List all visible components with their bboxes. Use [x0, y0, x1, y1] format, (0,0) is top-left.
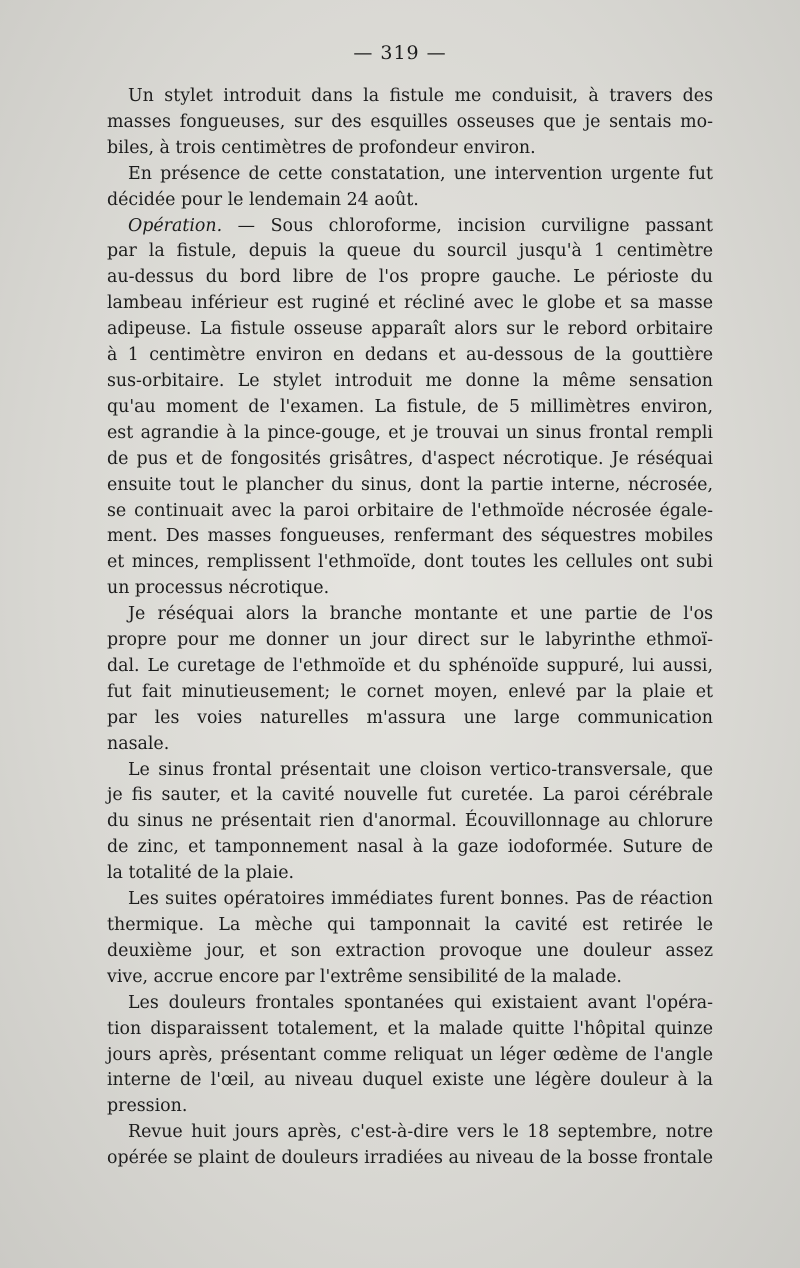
text-line: lambeau inférieur est ruginé et récliné avec le globe et sa masse: [107, 293, 713, 314]
text-line: masses fongueuses, sur des esquilles osseuses que je sentais mo-: [107, 111, 713, 132]
text-line: [107, 214, 713, 240]
paragraph: [107, 991, 713, 1121]
text-line: ment. Des masses fongueuses, renfermant des séquestres mobiles: [107, 526, 713, 547]
text-line: un processus nécrotique.: [107, 578, 330, 599]
line-text: — Sous chloroforme, incision curviligne passant: [222, 215, 713, 236]
text-line: Les douleurs frontales spontanées qui existaient avant l'opéra-: [128, 992, 713, 1013]
text-line: Les suites opératoires immédiates furent bonnes. Pas de réaction: [128, 889, 713, 910]
text-line: fut fait minutieusement; le cornet moyen, enlevé par la plaie et: [107, 681, 713, 702]
text-line: qu'au moment de l'examen. La fistule, de 5 millimètres environ,: [107, 396, 713, 417]
text-line: deuxième jour, et son extraction provoque une douleur assez: [107, 940, 713, 961]
text-line: dal. Le curetage de l'ethmoïde et du sphénoïde suppuré, lui aussi,: [107, 655, 713, 676]
paragraph: [107, 84, 713, 162]
paragraph: [107, 162, 713, 214]
text-line: interne de l'œil, au niveau duquel existe une légère douleur à la: [107, 1070, 713, 1091]
paragraph: [107, 602, 713, 757]
text-line: nasale.: [107, 733, 170, 754]
text-line: je fis sauter, et la cavité nouvelle fut curetée. La paroi cérébrale: [107, 785, 713, 806]
text-line: tion disparaissent totalement, et la malade quitte l'hôpital quinze: [107, 1018, 713, 1039]
text-line: opérée se plaint de douleurs irradiées au niveau de la bosse frontale: [107, 1148, 713, 1169]
text-line: décidée pour le lendemain 24 août.: [107, 189, 419, 210]
text-line: Revue huit jours après, c'est-à-dire vers le 18 septembre, notre: [128, 1122, 713, 1143]
text-line: est agrandie à la pince-gouge, et je trouvai un sinus frontal rempli: [107, 422, 713, 443]
text-line: à 1 centimètre environ en dedans et au-dessous de la gouttière: [107, 345, 713, 366]
paragraph: [107, 887, 713, 991]
text-line: de zinc, et tamponnement nasal à la gaze iodoformée. Suture de: [107, 837, 713, 858]
text-line: la totalité de la plaie.: [107, 863, 295, 884]
text-line: et minces, remplissent l'ethmoïde, dont toutes les cellules ont subi: [107, 552, 713, 573]
text-line: de pus et de fongosités grisâtres, d'aspect nécrotique. Je réséquai: [107, 448, 713, 469]
text-line: vive, accrue encore par l'extrême sensibilité de la malade.: [107, 966, 622, 987]
paragraph: [107, 214, 713, 603]
text-line: se continuait avec la paroi orbitaire de l'ethmoïde nécrosée égale-: [107, 500, 713, 521]
text-line: par la fistule, depuis la queue du sourcil jusqu'à 1 centimètre: [107, 241, 713, 262]
text-line: ensuite tout le plancher du sinus, dont la partie interne, nécrosée,: [107, 474, 713, 495]
text-line: En présence de cette constatation, une intervention urgente fut: [128, 163, 713, 184]
text-line: Un stylet introduit dans la fistule me conduisit, à travers des: [128, 86, 713, 106]
text-line: sus-orbitaire. Le stylet introduit me donne la même sensation: [107, 370, 713, 391]
paragraph: [107, 758, 713, 888]
text-line: Le sinus frontal présentait une cloison vertico-transversale, que: [128, 759, 713, 780]
text-line: thermique. La mèche qui tamponnait la cavité est retirée le: [107, 915, 713, 935]
section-heading-italic: Opération.: [128, 215, 223, 236]
text-line: Je réséquai alors la branche montante et une partie de l'os: [128, 604, 713, 625]
page-number: — 319 —: [353, 42, 447, 64]
text-line: propre pour me donner un jour direct sur le labyrinthe ethmoï-: [107, 630, 713, 651]
text-line: pression.: [107, 1096, 188, 1117]
text-line: jours après, présentant comme reliquat un léger œdème de l'angle: [107, 1044, 713, 1065]
text-line: adipeuse. La fistule osseuse apparaît alors sur le rebord orbitaire: [107, 319, 713, 340]
body-text: [107, 84, 713, 1172]
text-line: biles, à trois centimètres de profondeur environ.: [107, 137, 536, 158]
paragraph: [107, 1120, 713, 1172]
text-line: du sinus ne présentait rien d'anormal. Écouvillonnage au chlorure: [107, 811, 713, 832]
text-line: au-dessus du bord libre de l'os propre gauche. Le périoste du: [107, 267, 713, 288]
text-line: par les voies naturelles m'assura une large communication: [107, 707, 713, 728]
